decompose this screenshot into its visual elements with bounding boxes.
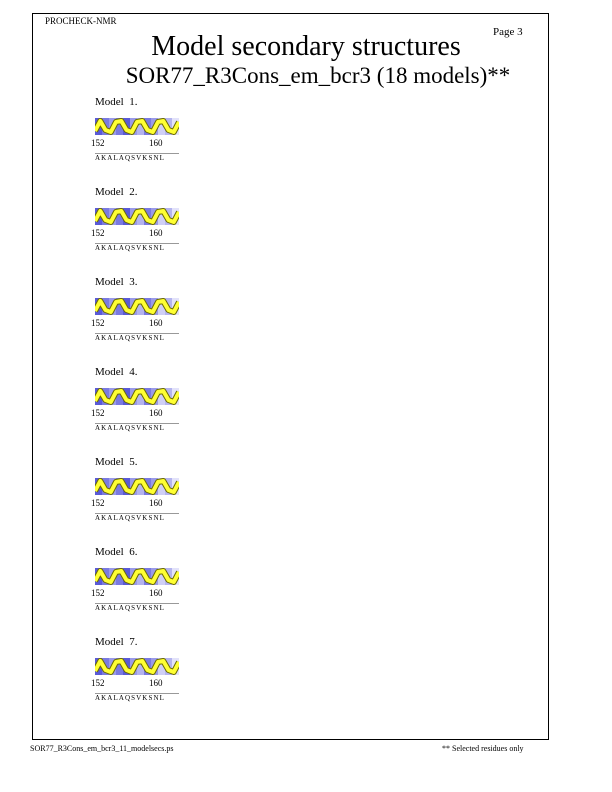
model-label: Model 7. [95,636,138,648]
residue-number-mid: 160 [149,498,163,508]
residue-sequence: AKALAQSVKSNL [95,334,165,342]
model-label: Model 5. [95,456,138,468]
residue-sequence: AKALAQSVKSNL [95,694,165,702]
model-label: Model 3. [95,276,138,288]
model-label: Model 2. [95,186,138,198]
model-block [90,186,200,266]
model-block [90,96,200,176]
model-label: Model 1. [95,96,138,108]
model-block [90,456,200,536]
residue-number-start: 152 [91,138,105,148]
helix-icon [95,298,179,315]
model-block [90,366,200,446]
residue-sequence: AKALAQSVKSNL [95,244,165,252]
helix-icon [95,388,179,405]
residue-number-start: 152 [91,678,105,688]
residue-number-start: 152 [91,228,105,238]
page-title: Model secondary structures [151,31,461,62]
model-block [90,636,200,716]
footer-note: ** Selected residues only [442,744,524,753]
footer-filename: SOR77_R3Cons_em_bcr3_11_modelsecs.ps [30,744,174,753]
residue-number-start: 152 [91,498,105,508]
residue-number-start: 152 [91,408,105,418]
residue-number-mid: 160 [149,138,163,148]
residue-number-mid: 160 [149,678,163,688]
residue-number-mid: 160 [149,228,163,238]
residue-number-mid: 160 [149,588,163,598]
residue-sequence: AKALAQSVKSNL [95,424,165,432]
model-label: Model 6. [95,546,138,558]
model-block [90,276,200,356]
residue-number-mid: 160 [149,318,163,328]
residue-sequence: AKALAQSVKSNL [95,514,165,522]
helix-icon [95,658,179,675]
model-block [90,546,200,626]
helix-icon [95,568,179,585]
residue-number-start: 152 [91,318,105,328]
program-label: PROCHECK-NMR [45,16,117,26]
residue-number-mid: 160 [149,408,163,418]
helix-icon [95,118,179,135]
model-label: Model 4. [95,366,138,378]
helix-icon [95,478,179,495]
page-subtitle: SOR77_R3Cons_em_bcr3 (18 models)** [125,63,511,88]
helix-icon [95,208,179,225]
residue-number-start: 152 [91,588,105,598]
residue-sequence: AKALAQSVKSNL [95,604,165,612]
residue-sequence: AKALAQSVKSNL [95,154,165,162]
page-number: Page 3 [493,26,523,38]
